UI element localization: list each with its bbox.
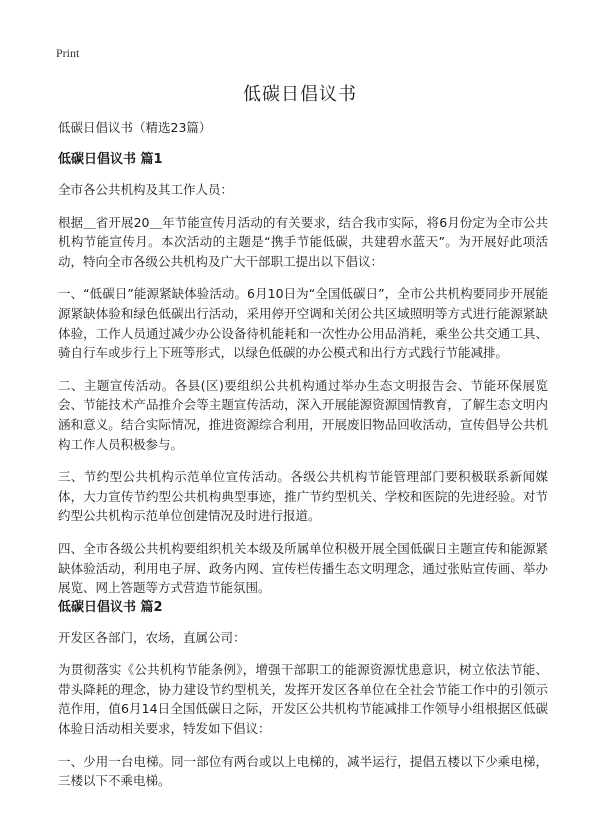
paragraph: 一、“低碳日”能源紧缺体验活动。6月10日为“全国低碳日”，全市公共机构要同步开展能源紧缺体验和绿色低碳出行活动，采用停开空调和关闭公共区域照明等方式进行能源紧缺体验，工作人员通过减少办公设备待机能耗和一次性办公用品消耗，乘坐公共交通工具、骑自行车或步行上下班等形式，以绿色低碳的办公模式和出行方式践行节能减排。 [58, 286, 548, 361]
paragraph: 一、少用一台电梯。同一部位有两台或以上电梯的，减半运行，提倡五楼以下少乘电梯，三楼以下不乘电梯。 [58, 753, 548, 789]
paragraph: 根据＿省开展20＿年节能宣传月活动的有关要求，结合我市实际，将6月份定为全市公共机构节能宣传月。本次活动的主题是“携手节能低碳，共建碧水蓝天”。为开展好此项活动，特向全市各级公共机构及广大干部职工提出以下倡议： [58, 214, 548, 269]
page-title: 低碳日倡议书 [243, 84, 357, 105]
section-heading: 低碳日倡议书 篇2 [58, 599, 163, 615]
document-body [58, 118, 548, 791]
paragraph: 二、主题宣传活动。各县(区)要组织公共机构通过举办生态文明报告会、节能环保展览会、节能技术产品推介会等主题宣传活动，深入开展能源资源国情教育，了解生态文明内涵和意义。结合实际情况，推进资源综合利用，开展废旧物品回收活动，宣传倡导公共机构工作人员积极参与。 [58, 377, 548, 452]
paragraph: 四、全市各级公共机构要组织机关本级及所属单位积极开展全国低碳日主题宣传和能源紧缺体验活动，利用电子屏、政务内网、宣传栏传播生态文明理念，通过张贴宣传画、举办展览、网上答题等方式营造节能氛围。 [58, 540, 548, 596]
salutation: 开发区各部门，农场，直属公司： [58, 629, 246, 645]
document-subtitle: 低碳日倡议书（精选23篇） [58, 120, 212, 135]
paragraph: 为贯彻落实《公共机构节能条例》，增强干部职工的能源资源忧患意识，树立依法节能、带头降耗的理念，协力建设节约型机关，发挥开发区各单位在全社会节能工作中的引领示范作用，值6月14日全国低碳日之际，开发区公共机构节能减排工作领导小组根据区低碳体验日活动相关要求，特发如下倡议： [58, 662, 548, 737]
section-1 [58, 150, 548, 598]
section-2 [58, 598, 548, 791]
print-link[interactable]: Print [56, 46, 80, 60]
paragraph: 三、节约型公共机构示范单位宣传活动。各级公共机构节能管理部门要积极联系新闻媒体，大力宣传节约型公共机构典型事迹，推广节约型机关、学校和医院的先进经验。对节约型公共机构示范单位创建情况及时进行报道。 [58, 469, 548, 524]
section-heading: 低碳日倡议书 篇1 [58, 152, 163, 167]
salutation: 全市各公共机构及其工作人员： [58, 182, 234, 197]
